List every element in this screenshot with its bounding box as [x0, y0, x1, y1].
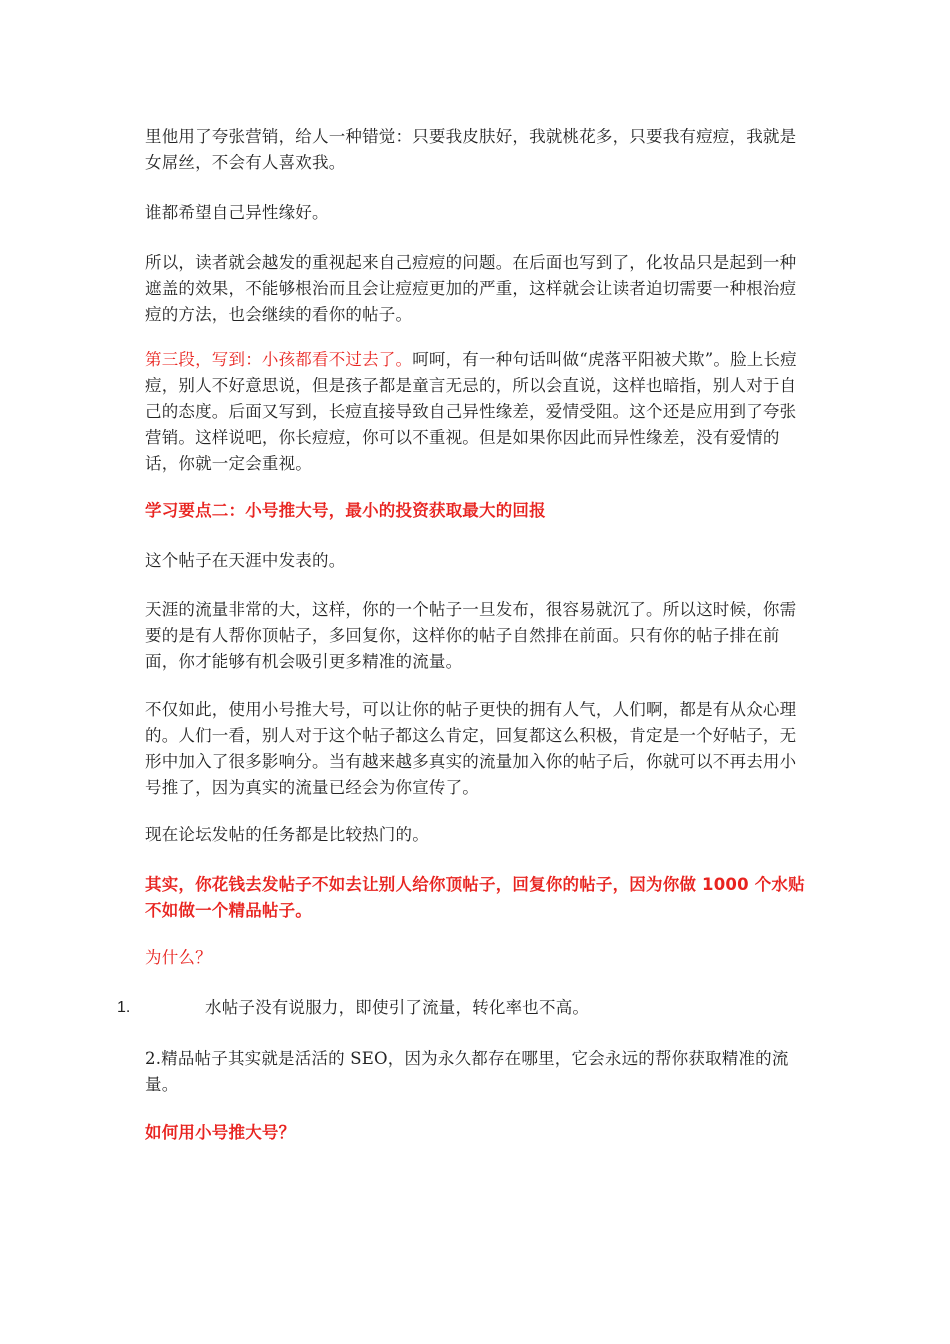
paragraph-traffic: 天涯的流量非常的大，这样，你的一个帖子一旦发布，很容易就沉了。所以这时候，你需要的是有人帮你顶帖子，多回复你，这样你的帖子自然排在前面。只有你的帖子排在前面，你才能够有机会吸引更多精准的流量。	[145, 600, 797, 671]
third-section-body: 呵呵，有一种句话叫做“虎落平阳被犬欺”。脸上长痘痘，别人不好意思说，但是孩子都是童言无忌的，所以会直说，这样也暗指，别人对于自己的态度。后面又写到，长痘直接导致自己异性缘差，爱情受阻。这个还是应用到了夸张营销。这样说吧，你长痘痘，你可以不重视。但是如果你因此而异性缘差，没有爱情的话，你就一定会重视。	[145, 350, 797, 473]
paragraph-quality-post-emphasis: 其实，你花钱去发帖子不如去让别人给你顶帖子，回复你的帖子，因为你做 1000 个水贴不如做一个精品帖子。	[145, 875, 805, 920]
paragraph-herd-mentality: 不仅如此，使用小号推大号，可以让你的帖子更快的拥有人气，人们啊，都是有从众心理的。人们一看，别人对于这个帖子都这么肯定，回复都这么积极，肯定是一个好帖子，无形中加入了很多影响分。当有越来越多真实的流量加入你的帖子后，你就可以不再去用小号推了，因为真实的流量已经会为你宣传了。	[145, 700, 797, 797]
paragraph-third-section	[145, 347, 810, 477]
question-why: 为什么？	[145, 948, 212, 967]
third-section-lead: 第三段，写到：小孩都看不过去了。	[145, 350, 413, 369]
list-item-1: 水帖子没有说服力，即使引了流量，转化率也不高。	[205, 998, 590, 1017]
paragraph-exaggeration-marketing: 里他用了夸张营销，给人一种错觉：只要我皮肤好，我就桃花多，只要我有痘痘，我就是女屌丝，不会有人喜欢我。	[145, 127, 797, 172]
list-number-1: 1.	[117, 999, 131, 1016]
heading-how-to: 如何用小号推大号？	[145, 1123, 296, 1142]
paragraph-opposite-sex: 谁都希望自己异性缘好。	[145, 203, 329, 222]
heading-key-point-two: 学习要点二：小号推大号，最小的投资获取最大的回报	[145, 501, 546, 520]
paragraph-forum-tasks: 现在论坛发帖的任务都是比较热门的。	[145, 825, 429, 844]
paragraph-tianya: 这个帖子在天涯中发表的。	[145, 551, 346, 570]
paragraph-reader-attention: 所以，读者就会越发的重视起来自己痘痘的问题。在后面也写到了，化妆品只是起到一种遮盖的效果，不能够根治而且会让痘痘更加的严重，这样就会让读者迫切需要一种根治痘痘的方法，也会继续的看你的帖子。	[145, 253, 797, 324]
paragraph-quality-post-seo: 2.精品帖子其实就是活活的 SEO，因为永久都存在哪里，它会永远的帮你获取精准的流量。	[145, 1049, 789, 1094]
